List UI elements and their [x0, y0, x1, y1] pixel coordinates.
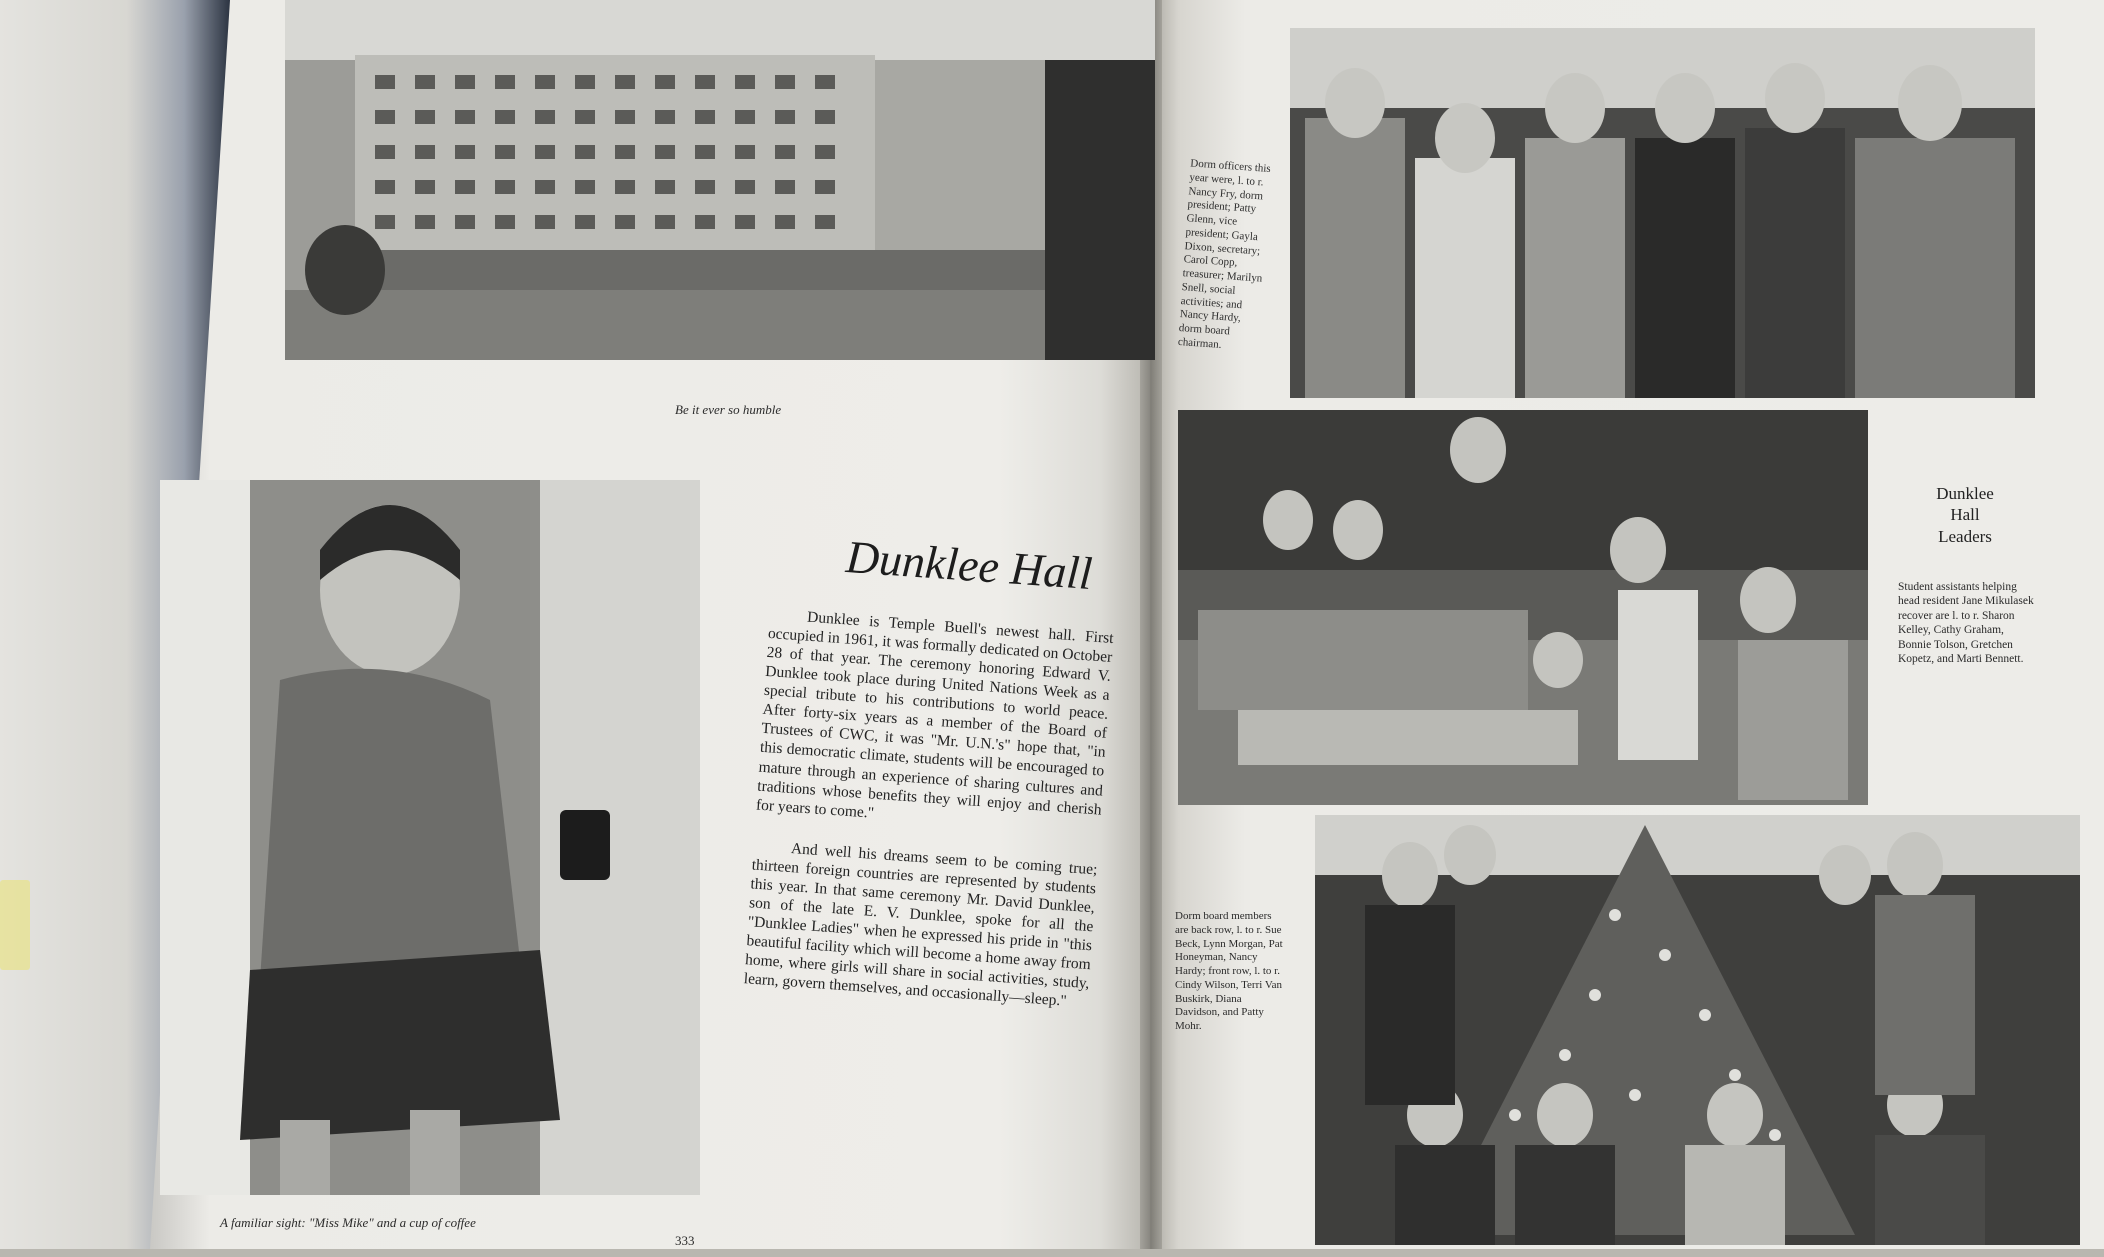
article-paragraph: And well his dreams seem to be coming true; thirteen foreign countries are represented by students this year. In that same ceremony Mr. David Dunklee, son of the late E. V. Dunklee, spoke for all the "Dunklee Ladies" when he expressed his pride in "this beautiful facility which will become a home away from home, where girls will share in social activities, study, learn, govern themselves, and occasionally—sleep." [743, 839, 1098, 1010]
caption-officers: Dorm officers this year were, l. to r. Nancy Fry, dorm president; Patty Glenn, vice president; Gayla Dixon, secretary; Carol Copp, treasurer; Marilyn Snell, social activities; and Nancy Hardy, dorm board chairman. [1177, 157, 1272, 351]
leaders-heading [1910, 483, 2020, 547]
background-bottom [0, 1249, 2104, 1257]
caption-miss-mike: A familiar sight: "Miss Mike" and a cup of coffee [220, 1215, 476, 1230]
photo-dunklee-building [285, 0, 1155, 360]
leaders-heading-line: Leaders [1938, 526, 1992, 546]
caption-dorm-board: Dorm board members are back row, l. to r. Sue Beck, Lynn Morgan, Pat Honeyman, Nancy Hardy; front row, l. to r. Cindy Wilson, Terri Van Buskirk, Diana Davidson, and Patty Mohr. [1175, 910, 1283, 1032]
photo-dorm-officers [1290, 28, 2035, 398]
page-title: Dunklee Hall [844, 530, 1094, 600]
article-paragraph: Dunklee is Temple Buell's newest hall. First occupied in 1961, it was formally dedicated on October 28 of that year. The ceremony honoring Edward V. Dunklee took place during United Nations Week as a special tribute to his contributions to world peace. After forty-six years as a member of the Board of Trustees of CWC, it was "Mr. U.N.'s" hope that, "in this democratic climate, students will be encouraged to mature through an experience of sharing cultures and traditions whose benefits they will enjoy and cherish for years to come." [755, 608, 1115, 822]
leaders-heading-line: Hall [1950, 505, 1980, 525]
photo-christmas-tree [1315, 815, 2080, 1245]
sticky-note [0, 880, 30, 970]
leaders-heading-line: Dunklee [1936, 484, 1994, 503]
caption-leaders: Student assistants helping head resident Jane Mikulasek recover are l. to r. Sharon Kelley, Cathy Graham, Bonnie Tolson, Gretchen Kopetz, and Marti Bennett. [1898, 581, 2034, 665]
caption-building: Be it ever so humble [675, 402, 782, 417]
article-body [742, 605, 1114, 1034]
photo-miss-mike [160, 480, 700, 1195]
photo-hall-leaders [1178, 410, 1868, 805]
page-number: 333 [675, 1233, 695, 1248]
